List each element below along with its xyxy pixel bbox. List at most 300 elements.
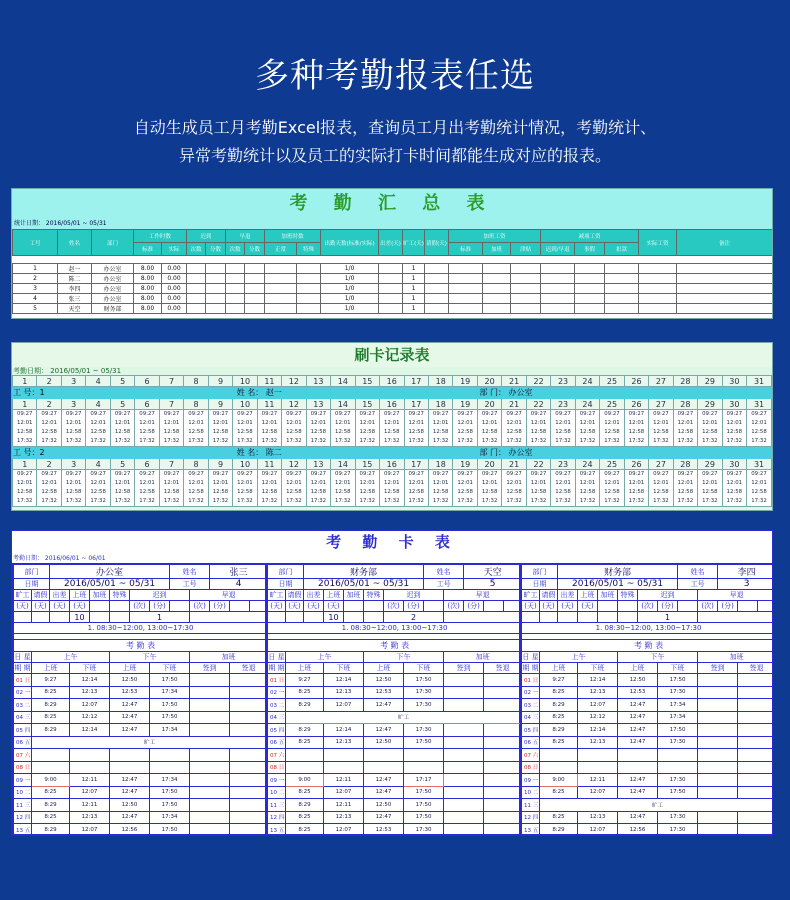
day-row — [14, 699, 268, 712]
summary-cell — [226, 294, 245, 304]
morning-in: 8:29 — [540, 699, 578, 712]
afternoon-in: 12:47 — [110, 711, 150, 724]
punch-time: 09:27 — [335, 411, 351, 417]
punch-time: 12:01 — [432, 480, 449, 486]
summary-header-cell: 工作时数 — [134, 230, 187, 243]
stat-unit — [678, 601, 698, 612]
punch-time: 12:58 — [163, 489, 180, 495]
card-range: 2016/05/01 ~ 05/31 — [304, 579, 424, 590]
morning-in: 8:25 — [32, 811, 70, 824]
punch-time: 12:01 — [114, 420, 131, 426]
punch-time: 09:27 — [702, 411, 718, 417]
punch-time: 12:01 — [604, 480, 620, 486]
summary-subheader-cell: 特殊 — [297, 243, 321, 256]
stat-unit: (天) — [50, 601, 70, 612]
summary-cell: 0.00 — [162, 274, 187, 284]
stat-label: 上班 — [324, 590, 344, 601]
summary-cell: 8.00 — [134, 264, 162, 274]
stat-unit — [598, 601, 618, 612]
morning-out: 12:13 — [70, 686, 110, 699]
punch-time: 17:32 — [628, 438, 645, 444]
morning-out: 12:12 — [70, 711, 110, 724]
punch-time: 12:01 — [212, 480, 229, 486]
punch-time: 12:58 — [261, 429, 278, 435]
ot-out — [738, 674, 773, 687]
summary-row — [13, 294, 773, 304]
ot-in — [190, 799, 230, 812]
summary-subheader-cell: 正常 — [265, 243, 297, 256]
day-label: 06 五 — [268, 736, 286, 749]
card-date: 考勤日期： 2016/06/01 ~ 06/01 — [13, 555, 106, 562]
afternoon-out: 17:50 — [150, 674, 190, 687]
punch-time: 12:58 — [359, 429, 376, 435]
day-row — [522, 724, 774, 737]
summary-cell — [605, 274, 639, 284]
punch-times — [355, 410, 379, 447]
day-label: 11 三 — [522, 799, 540, 812]
ot-out — [484, 774, 522, 787]
day-row — [268, 711, 522, 724]
summary-cell — [206, 284, 226, 294]
day-number: 15 — [355, 376, 379, 387]
day-number: 28 — [673, 399, 697, 410]
morning-in: 8:25 — [286, 786, 324, 799]
summary-cell — [425, 274, 449, 284]
stat-value — [522, 612, 540, 623]
punch-time: 17:32 — [188, 438, 204, 444]
summary-cell: 8.00 — [134, 294, 162, 304]
stat-value — [110, 612, 130, 623]
day-label: 06 五 — [14, 736, 32, 749]
punch-times — [747, 470, 772, 507]
morning-out: 12:14 — [324, 674, 364, 687]
stat-unit: (次) — [444, 601, 464, 612]
afternoon-out: 17:34 — [658, 699, 698, 712]
summary-cell — [245, 274, 265, 284]
summary-cell — [187, 294, 206, 304]
description-line-2: 异常考勤统计以及员工的实际打卡时间都能生成对应的报表。 — [178, 146, 611, 165]
summary-cell — [379, 264, 403, 274]
punch-time: 12:58 — [335, 429, 351, 435]
punch-times — [551, 410, 575, 447]
day-number: 17 — [404, 459, 428, 470]
col-head: 加班 — [190, 652, 268, 663]
day-number: 22 — [526, 399, 550, 410]
ot-in — [190, 686, 230, 699]
col-head: 上班 — [286, 663, 324, 674]
day-label: 07 六 — [268, 749, 286, 762]
summary-cell — [605, 284, 639, 294]
punch-time: 12:01 — [481, 480, 498, 486]
punch-time: 12:01 — [286, 420, 302, 426]
punch-time: 17:32 — [383, 498, 400, 504]
summary-cell — [379, 294, 403, 304]
summary-cell — [575, 264, 605, 274]
punch-time: 09:27 — [726, 411, 743, 417]
col-head: 上班 — [110, 663, 150, 674]
ot-in — [190, 711, 230, 724]
afternoon-out: 17:50 — [404, 811, 444, 824]
employee-name: 姓 名： 赵一 — [208, 387, 453, 399]
ot-out — [484, 699, 522, 712]
punch-time: 09:27 — [114, 471, 131, 477]
day-number: 18 — [428, 399, 452, 410]
summary-cell — [297, 284, 321, 294]
punch-time: 12:58 — [604, 489, 620, 495]
punch-time: 12:01 — [457, 420, 473, 426]
day-row — [268, 811, 522, 824]
morning-in — [32, 749, 70, 762]
summary-cell — [379, 274, 403, 284]
punch-times — [477, 470, 501, 507]
punch-times — [404, 410, 428, 447]
morning-in: 8:29 — [32, 824, 70, 837]
card-name: 李四 — [718, 565, 773, 579]
summary-cell — [677, 264, 773, 274]
summary-cell — [605, 294, 639, 304]
morning-in: 8:29 — [540, 724, 578, 737]
afternoon-out: 17:34 — [150, 686, 190, 699]
summary-header-cell: 备注 — [677, 230, 773, 256]
stat-value — [286, 612, 304, 623]
punch-time: 12:01 — [653, 420, 669, 426]
summary-cell: 1 — [403, 264, 425, 274]
col-head: 下班 — [70, 663, 110, 674]
afternoon-in: 12:47 — [618, 774, 658, 787]
punch-time: 17:32 — [530, 438, 547, 444]
ot-in — [444, 749, 484, 762]
punch-times — [331, 470, 355, 507]
day-number: 13 — [306, 399, 330, 410]
summary-cell: 1 — [403, 304, 425, 314]
ot-in — [190, 774, 230, 787]
day-row — [522, 699, 774, 712]
punch-time: 12:58 — [383, 429, 400, 435]
day-number: 2 — [37, 376, 61, 387]
card-no: 5 — [464, 579, 522, 590]
afternoon-out: 17:34 — [150, 724, 190, 737]
card-info-row — [522, 579, 774, 590]
day-row — [522, 736, 774, 749]
day-number: 29 — [698, 399, 722, 410]
punch-time: 12:01 — [383, 420, 400, 426]
punch-time: 12:58 — [579, 489, 596, 495]
card-info-row — [522, 565, 774, 579]
ot-out — [230, 749, 268, 762]
day-number: 12 — [282, 459, 306, 470]
afternoon-out: 17:30 — [658, 774, 698, 787]
summary-cell — [575, 294, 605, 304]
punch-time: 09:27 — [41, 411, 57, 417]
stat-value — [268, 612, 286, 623]
punch-time: 17:32 — [65, 498, 82, 504]
card-range: 2016/05/01 ~ 05/31 — [558, 579, 678, 590]
col-head: 下午 — [618, 652, 698, 663]
summary-cell — [206, 264, 226, 274]
day-label: 08 日 — [522, 761, 540, 774]
afternoon-out: 17:50 — [404, 674, 444, 687]
day-label: 12 四 — [14, 811, 32, 824]
punch-time: 12:58 — [555, 489, 571, 495]
punch-time: 17:32 — [604, 438, 620, 444]
morning-out: 12:14 — [578, 674, 618, 687]
day-label: 01 日 — [522, 674, 540, 687]
punch-time: 12:01 — [139, 480, 155, 486]
label-no: 工号 — [424, 579, 464, 590]
punch-time: 17:32 — [653, 498, 669, 504]
punch-times — [575, 470, 599, 507]
afternoon-in: 12:47 — [618, 736, 658, 749]
col-head: 上午 — [286, 652, 364, 663]
punch-time: 12:01 — [579, 420, 596, 426]
punch-times — [37, 470, 61, 507]
summary-cell — [677, 284, 773, 294]
punch-time: 12:58 — [677, 489, 694, 495]
punch-times — [184, 410, 208, 447]
morning-in: 8:25 — [32, 686, 70, 699]
punch-times — [282, 470, 306, 507]
col-head: 下午 — [110, 652, 190, 663]
stat-label: 上班 — [70, 590, 90, 601]
day-number: 8 — [184, 459, 208, 470]
summary-cell — [206, 294, 226, 304]
punch-time: 12:01 — [751, 420, 767, 426]
stat-label: 迟到 — [384, 590, 444, 601]
ot-in — [698, 686, 738, 699]
morning-out: 12:14 — [70, 724, 110, 737]
day-row — [14, 686, 268, 699]
punch-time: 09:27 — [751, 411, 767, 417]
punch-time: 12:01 — [604, 420, 620, 426]
punch-time: 17:32 — [114, 498, 131, 504]
day-number: 21 — [502, 376, 526, 387]
summary-cell — [639, 304, 677, 314]
punch-times — [233, 470, 257, 507]
afternoon-in: 12:47 — [364, 699, 404, 712]
day-row — [522, 824, 774, 837]
punch-time: 12:01 — [237, 480, 253, 486]
stat-unit — [170, 601, 190, 612]
morning-in: 8:29 — [286, 699, 324, 712]
label-name: 姓名 — [170, 565, 210, 579]
punch-time: 12:58 — [481, 489, 498, 495]
ot-in — [698, 824, 738, 837]
punch-time: 12:01 — [726, 480, 743, 486]
punch-time: 12:01 — [65, 480, 82, 486]
ot-in — [190, 824, 230, 837]
punch-times — [184, 470, 208, 507]
summary-date: 统计日期： 2016/05/01 ~ 05/31 — [12, 219, 772, 229]
col-head: 上班 — [618, 663, 658, 674]
ot-out — [738, 786, 773, 799]
summary-cell — [575, 304, 605, 314]
day-number: 3 — [61, 399, 85, 410]
punch-time: 12:58 — [310, 429, 327, 435]
punch-times — [673, 410, 697, 447]
day-number: 10 — [233, 399, 257, 410]
summary-subheader-cell: 分数 — [245, 243, 265, 256]
summary-row — [13, 274, 773, 284]
summary-cell — [265, 274, 297, 284]
day-label: 04 三 — [14, 711, 32, 724]
summary-cell — [541, 294, 575, 304]
card-no: 4 — [210, 579, 268, 590]
summary-cell — [297, 304, 321, 314]
ot-in — [444, 799, 484, 812]
summary-subheader-cell: 分数 — [206, 243, 226, 256]
punch-time: 12:58 — [16, 489, 33, 495]
label-date: 日期 — [14, 579, 50, 590]
ot-out — [230, 699, 268, 712]
punch-time: 09:27 — [359, 471, 376, 477]
ot-in — [698, 674, 738, 687]
col-head: 签退 — [738, 663, 773, 674]
ot-in — [190, 724, 230, 737]
punch-times — [233, 410, 257, 447]
stat-label: 出差 — [50, 590, 70, 601]
punch-time: 12:58 — [408, 429, 424, 435]
stat-unit — [738, 601, 758, 612]
stat-value: 1 — [130, 612, 190, 623]
summary-cell — [245, 294, 265, 304]
ot-in — [698, 736, 738, 749]
stat-unit: (天) — [32, 601, 50, 612]
ot-out — [738, 774, 773, 787]
morning-in: 8:29 — [286, 724, 324, 737]
stat-unit — [344, 601, 364, 612]
card-no: 3 — [718, 579, 773, 590]
summary-cell — [226, 284, 245, 294]
ot-in — [190, 811, 230, 824]
card-stat-value-row — [14, 612, 268, 623]
card-col-sub-row — [14, 663, 268, 674]
punch-times — [331, 410, 355, 447]
day-number: 15 — [355, 399, 379, 410]
summary-cell — [511, 274, 541, 284]
stat-value — [304, 612, 324, 623]
punch-time: 12:58 — [188, 489, 204, 495]
punch-time: 12:58 — [579, 429, 596, 435]
punch-time: 17:32 — [286, 498, 302, 504]
morning-in: 8:29 — [32, 799, 70, 812]
ot-out — [230, 711, 268, 724]
card-name: 天空 — [464, 565, 522, 579]
day-number: 4 — [86, 459, 110, 470]
summary-cell — [605, 304, 639, 314]
punch-time: 09:27 — [579, 471, 596, 477]
punch-time: 12:01 — [555, 480, 571, 486]
day-label: 09 一 — [268, 774, 286, 787]
day-row — [522, 811, 774, 824]
punch-time: 12:58 — [457, 429, 473, 435]
stat-label: 特殊 — [110, 590, 130, 601]
day-number: 13 — [306, 459, 330, 470]
afternoon-in: 12:47 — [618, 786, 658, 799]
stat-label: 旷工 — [269, 591, 284, 599]
punch-time: 12:58 — [677, 429, 694, 435]
punch-time: 09:27 — [604, 411, 620, 417]
summary-cell: 李四 — [58, 284, 92, 294]
punch-time: 12:01 — [163, 480, 180, 486]
stat-value: 10 — [70, 612, 90, 623]
stat-label: 旷工 — [15, 591, 30, 599]
punch-time: 09:27 — [677, 471, 694, 477]
day-number: 20 — [477, 376, 501, 387]
punch-time: 12:01 — [335, 420, 351, 426]
punch-time: 12:58 — [530, 489, 547, 495]
punch-time: 12:58 — [751, 489, 767, 495]
punch-time: 12:58 — [653, 429, 669, 435]
day-number: 6 — [135, 459, 159, 470]
ot-in — [698, 786, 738, 799]
punch-time: 09:27 — [506, 471, 522, 477]
summary-cell — [245, 264, 265, 274]
punch-day-row — [13, 459, 772, 470]
day-number: 9 — [208, 376, 232, 387]
punch-time: 12:01 — [530, 420, 547, 426]
stat-unit — [90, 601, 110, 612]
punch-time: 12:58 — [408, 489, 424, 495]
afternoon-in: 12:50 — [364, 674, 404, 687]
punch-time: 12:58 — [41, 489, 57, 495]
punch-time: 12:58 — [726, 489, 743, 495]
punch-times — [135, 410, 159, 447]
stat-unit: (次) — [130, 601, 150, 612]
summary-cell: 赵一 — [58, 264, 92, 274]
card-info-row — [14, 565, 268, 579]
punch-time: 09:27 — [359, 411, 376, 417]
summary-cell: 陈二 — [58, 274, 92, 284]
punch-time: 12:58 — [628, 489, 645, 495]
punch-times — [380, 470, 404, 507]
summary-cell: 0.00 — [162, 284, 187, 294]
label-date: 日期 — [522, 579, 558, 590]
col-head: 日 星 — [522, 653, 539, 661]
afternoon-out: 17:34 — [150, 774, 190, 787]
day-row — [14, 799, 268, 812]
day-number: 13 — [306, 376, 330, 387]
day-number: 2 — [37, 459, 61, 470]
punch-time: 09:27 — [579, 411, 596, 417]
punch-time: 12:58 — [383, 489, 400, 495]
day-number: 27 — [649, 459, 673, 470]
stat-unit: (次) — [638, 601, 658, 612]
day-label: 09 一 — [522, 774, 540, 787]
label-no: 工号 — [678, 579, 718, 590]
card-range: 2016/05/01 ~ 05/31 — [50, 579, 170, 590]
summary-cell — [245, 304, 265, 314]
summary-cell — [187, 264, 206, 274]
attendance-summary-sheet — [11, 188, 773, 319]
punch-time: 12:01 — [481, 420, 498, 426]
punch-time: 09:27 — [383, 471, 400, 477]
afternoon-in: 12:47 — [618, 724, 658, 737]
morning-out: 12:11 — [324, 799, 364, 812]
punch-time: 12:01 — [677, 420, 694, 426]
day-number: 27 — [649, 376, 673, 387]
stat-unit — [230, 601, 250, 612]
morning-in: 8:25 — [32, 711, 70, 724]
day-label: 03 二 — [14, 699, 32, 712]
punch-time: 12:01 — [188, 480, 204, 486]
ot-out — [484, 824, 522, 837]
punch-time: 09:27 — [261, 411, 278, 417]
morning-out: 12:13 — [578, 686, 618, 699]
day-label: 13 五 — [14, 824, 32, 837]
summary-header-cell: 旷工(天) — [403, 230, 425, 256]
punch-time: 12:01 — [530, 480, 547, 486]
morning-out: 12:07 — [324, 824, 364, 837]
